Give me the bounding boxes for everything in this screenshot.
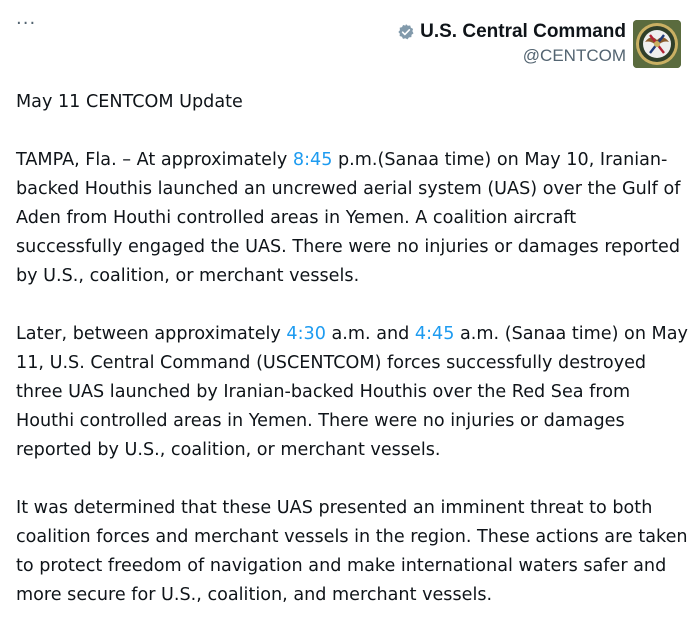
verified-badge-icon <box>397 23 415 41</box>
p2-text-b: a.m. and <box>325 324 415 344</box>
author-handle[interactable]: @CENTCOM <box>522 46 626 65</box>
tweet-header <box>0 0 700 78</box>
tweet-title: May 11 CENTCOM Update <box>16 92 243 112</box>
tweet-text <box>16 88 688 639</box>
p2-text-a: Later, between approximately <box>16 324 287 344</box>
author-info[interactable] <box>397 20 626 66</box>
p1-text-b: p.m.(Sanaa time) on May 10, Iranian-backed Houthis launched an uncrewed aerial system (UAS) over the Gulf of Aden from Houthi controlled areas in Yemen. A coalition aircraft successfully engaged the UAS. There were no injuries or damages reported by U.S., coalition, or merchant vessels. <box>16 150 681 286</box>
more-options-button[interactable]: ··· <box>16 13 37 34</box>
tweet-paragraph-2 <box>16 320 688 465</box>
time-link-430[interactable]: 4:30 <box>286 324 326 344</box>
author-name-row[interactable] <box>397 20 626 44</box>
tweet-paragraph-3: It was determined that these UAS presented an imminent threat to both coalition forces and merchant vessels in the region. These actions are taken to protect freedom of navigation and make international waters safer and more secure for U.S., coalition, and merchant vessels. <box>16 498 688 605</box>
p2-text-c: a.m. (Sanaa time) on May 11, U.S. Central Command (USCENTCOM) forces successfully destroyed three UAS launched by Iranian-backed Houthis over the Red Sea from Houthi controlled areas in Yemen. There were no injuries or damages reported by U.S., coalition, or merchant vessels. <box>16 324 688 460</box>
time-link-445[interactable]: 4:45 <box>414 324 455 344</box>
centcom-seal-icon <box>633 20 681 68</box>
author-display-name[interactable]: U.S. Central Command <box>420 21 626 42</box>
tweet-paragraph-1 <box>16 146 688 291</box>
author-avatar[interactable] <box>633 20 681 68</box>
p1-text-a: TAMPA, Fla. – At approximately <box>16 150 293 170</box>
time-link-845[interactable]: 8:45 <box>292 150 333 170</box>
